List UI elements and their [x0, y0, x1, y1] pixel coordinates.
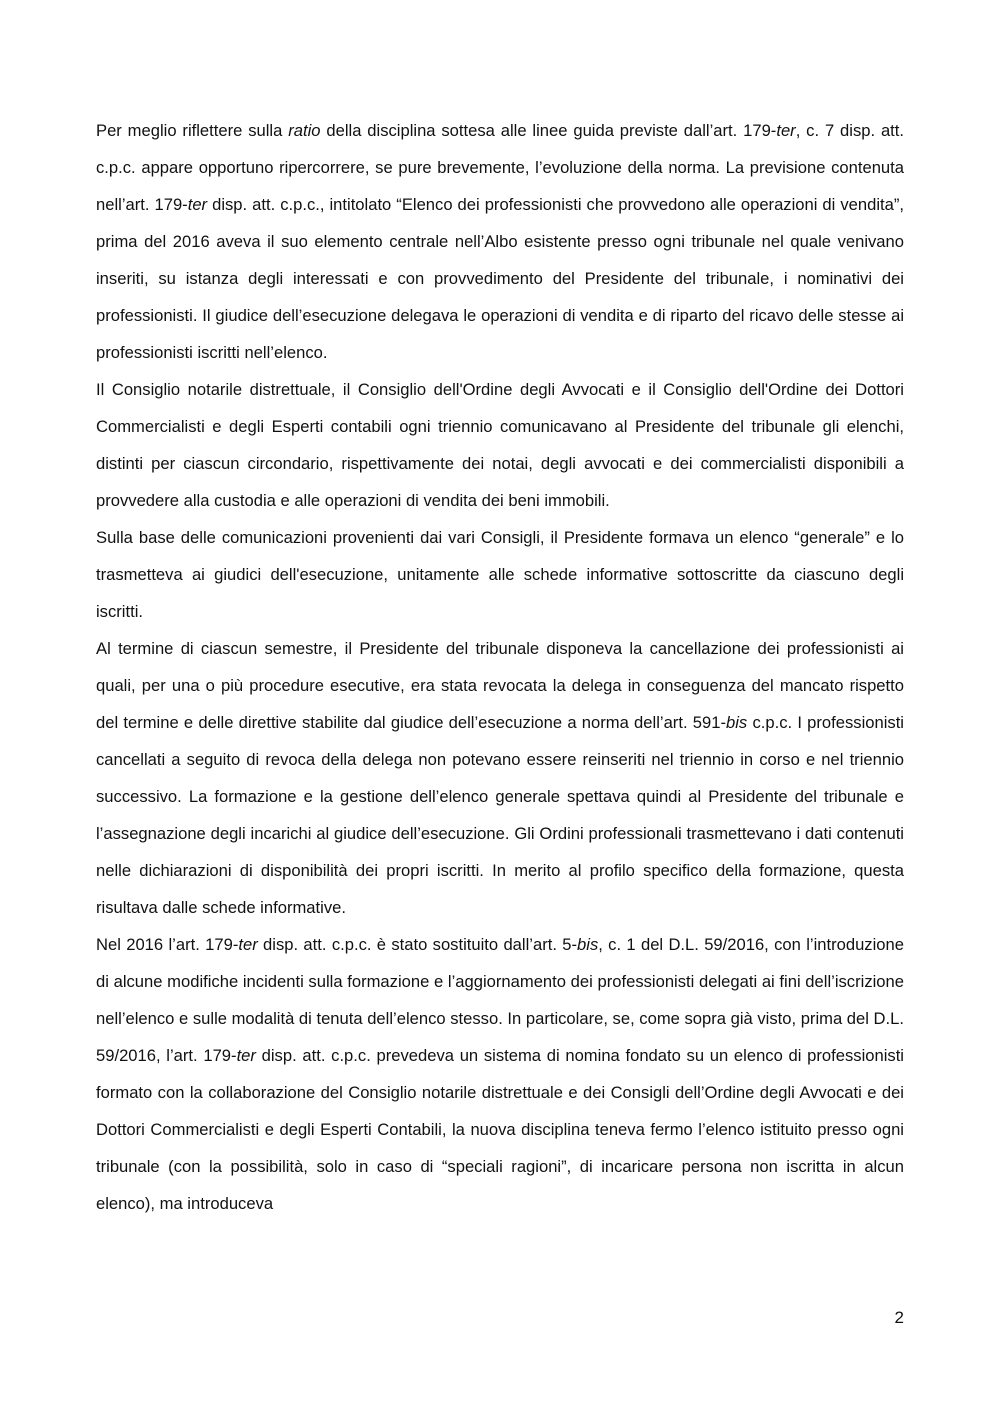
text-segment: disp. att. c.p.c., intitolato “Elenco dei professionisti che provvedono alle operazioni di vendita”, prima del 2016 aveva il suo elemento centrale nell’Albo esistente presso ogni tribunale nel quale venivano inseriti, su istanza degli interessati e con provvedimento del Presidente del tribunale, i nominativi dei professionisti. Il giudice dell’esecuzione delegava le operazioni di vendita e di riparto del ricavo delle stesse ai professionisti iscritti nell’elenco. [96, 195, 904, 362]
paragraph [96, 371, 904, 519]
text-segment: della disciplina sottesa alle linee guida previste dall’art. 179- [320, 121, 777, 140]
text-segment: Sulla base delle comunicazioni provenienti dai vari Consigli, il Presidente formava un elenco “generale” e lo trasmetteva ai giudici dell'esecuzione, unitamente alle schede informative sottoscritte da ciascuno degli iscritti. [96, 528, 904, 621]
italic-text-segment: bis [577, 935, 599, 954]
italic-text-segment: ter [776, 121, 796, 140]
text-segment: Nel 2016 l’art. 179- [96, 935, 239, 954]
italic-text-segment: ter [236, 1046, 256, 1065]
paragraph [96, 630, 904, 926]
page-number: 2 [894, 1308, 904, 1327]
paragraph [96, 519, 904, 630]
text-segment: Al termine di ciascun semestre, il Presidente del tribunale disponeva la cancellazione dei professionisti ai quali, per una o più procedure esecutive, era stata revocata la delega in conseguenza del mancato rispetto del termine e delle direttive stabilite dal giudice dell’esecuzione a norma dell’art. 591- [96, 639, 904, 732]
text-segment: disp. att. c.p.c. prevedeva un sistema di nomina fondato su un elenco di professionisti formato con la collaborazione del Consiglio notarile distrettuale e dei Consigli dell’Ordine degli Avvocati e dei Dottori Commercialisti e degli Esperti Contabili, la nuova disciplina teneva fermo l’elenco istituito presso ogni tribunale (con la possibilità, solo in caso di “speciali ragioni”, di incaricare persona non iscritta in alcun elenco), ma introduceva [96, 1046, 904, 1213]
paragraph [96, 112, 904, 371]
document-body [96, 112, 904, 1222]
italic-text-segment: ter [238, 935, 258, 954]
text-segment: , c. 7 disp. att. c.p.c. appare opportuno ripercorrere, se pure brevemente, l’evoluzione della norma. La previsione contenuta nell’art. 179- [96, 121, 905, 214]
paragraph [96, 926, 904, 1222]
italic-text-segment: ter [187, 195, 208, 214]
text-segment: c.p.c. I professionisti cancellati a seguito di revoca della delega non potevano essere reinseriti nel triennio in corso e nel triennio successivo. La formazione e la gestione dell’elenco generale spettava quindi al Presidente del tribunale e l’assegnazione degli incarichi al giudice dell’esecuzione. Gli Ordini professionali trasmettevano i dati contenuti nelle dichiarazioni di disponibilità dei propri iscritti. In merito al profilo specifico della formazione, questa risultava dalle schede informative. [96, 713, 904, 917]
italic-text-segment: ratio [288, 121, 321, 140]
text-segment: Il Consiglio notarile distrettuale, il Consiglio dell'Ordine degli Avvocati e il Consiglio dell'Ordine dei Dottori Commercialisti e degli Esperti contabili ogni triennio comunicavano al Presidente del tribunale gli elenchi, distinti per ciascun circondario, rispettivamente dei notai, degli avvocati e dei commercialisti disponibili a provvedere alla custodia e alle operazioni di vendita dei beni immobili. [96, 380, 904, 510]
text-segment: Per meglio riflettere sulla [96, 121, 289, 140]
italic-text-segment: bis [726, 713, 748, 732]
text-segment: , c. 1 del D.L. 59/2016, con l’introduzione di alcune modifiche incidenti sulla formazione e l’aggiornamento dei professionisti delegati ai fini dell’iscrizione nell’elenco e sulle modalità di tenuta dell’elenco stesso. In particolare, se, come sopra già visto, prima del D.L. 59/2016, l’art. 179- [96, 935, 904, 1065]
text-segment: disp. att. c.p.c. è stato sostituito dall’art. 5- [257, 935, 578, 954]
